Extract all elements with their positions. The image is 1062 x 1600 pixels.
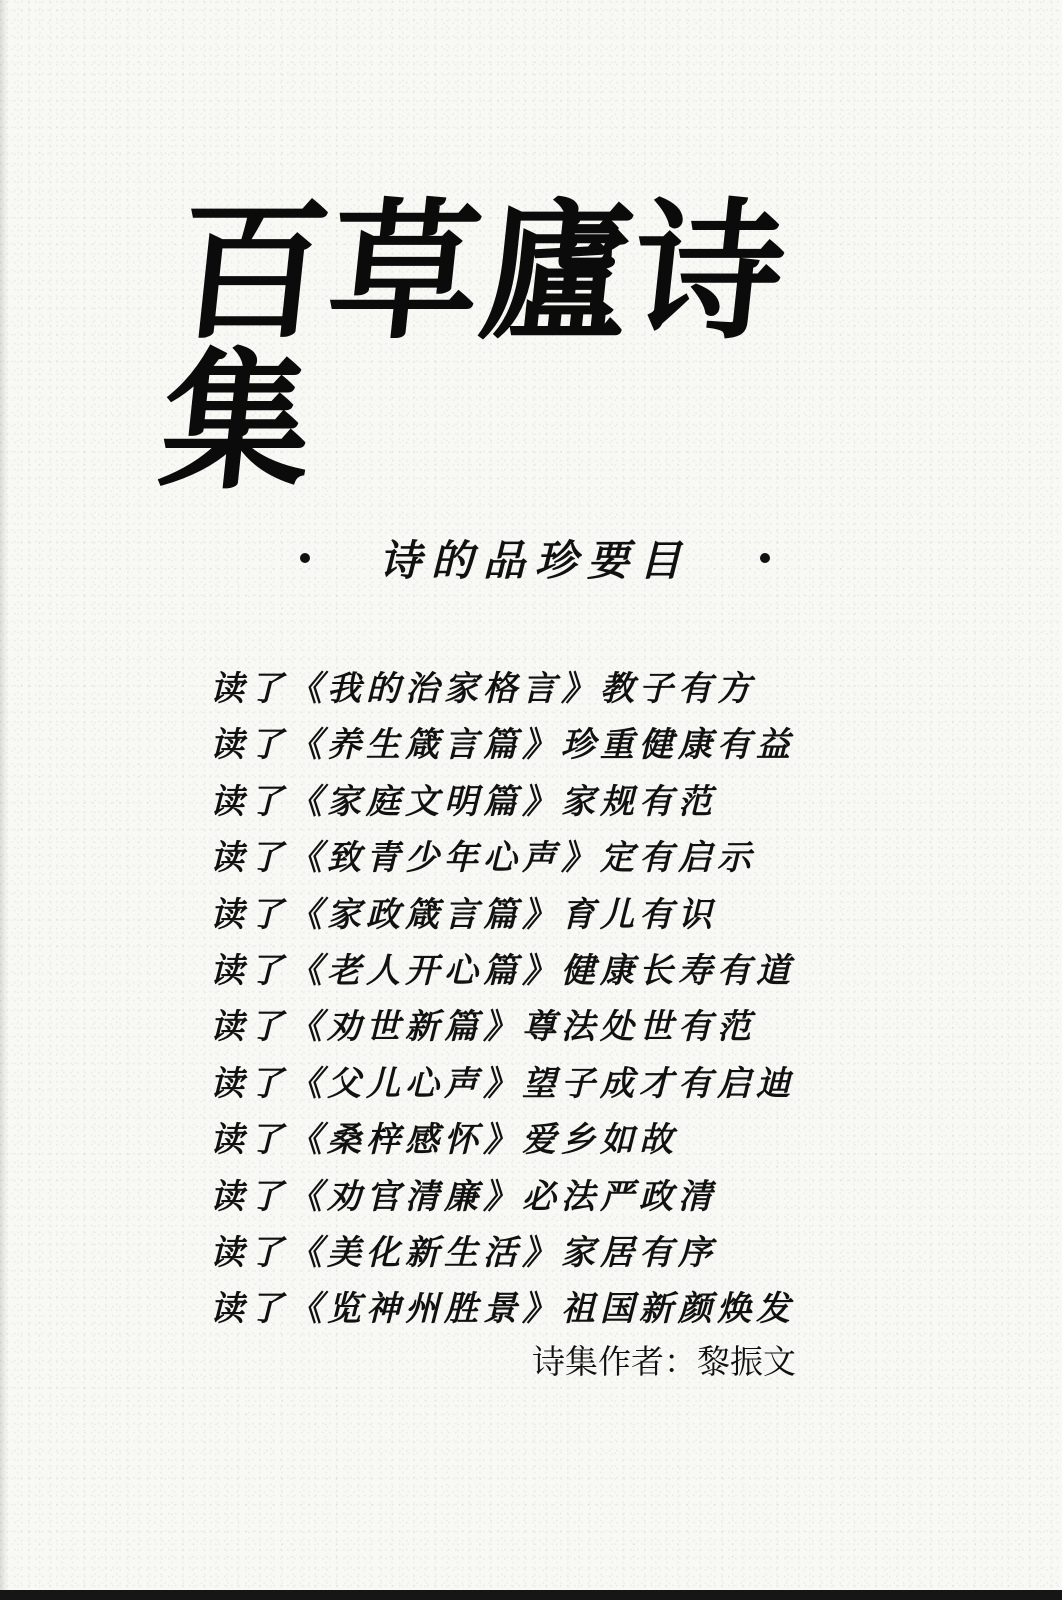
contents-line: 读了《美化新生活》家居有序 (210, 1232, 717, 1273)
contents-line: 读了《家庭文明篇》家规有范 (210, 781, 717, 822)
contents-line: 读了《劝世新篇》尊法处世有范 (210, 1007, 756, 1048)
page-edge-shadow (0, 0, 8, 1600)
page-bottom-edge (0, 1590, 1062, 1600)
contents-line: 读了《老人开心篇》健康长寿有道 (210, 950, 795, 991)
contents-line: 读了《致青少年心声》定有启示 (210, 838, 756, 879)
contents-line: 读了《劝官清廉》必法严政清 (210, 1176, 717, 1217)
subtitle: 诗的品珍要目 (378, 536, 691, 585)
subtitle-row (300, 528, 770, 588)
book-title: 百草廬诗集 (152, 184, 796, 510)
bullet-dot-left (300, 553, 310, 563)
contents-line: 读了《养生箴言篇》珍重健康有益 (210, 725, 795, 766)
contents-line: 读了《父儿心声》望子成才有启迪 (210, 1063, 795, 1104)
author-credit: 诗集作者：黎振文 (532, 1342, 796, 1381)
contents-line: 读了《家政箴言篇》育儿有识 (210, 894, 717, 935)
bullet-dot-right (760, 553, 770, 563)
contents-line: 读了《桑梓感怀》爱乡如故 (210, 1120, 678, 1161)
contents-line: 读了《我的治家格言》教子有方 (210, 669, 756, 709)
contents-line: 读了《览神州胜景》祖国新颜焕发 (210, 1289, 795, 1330)
contents-list (210, 661, 820, 1338)
